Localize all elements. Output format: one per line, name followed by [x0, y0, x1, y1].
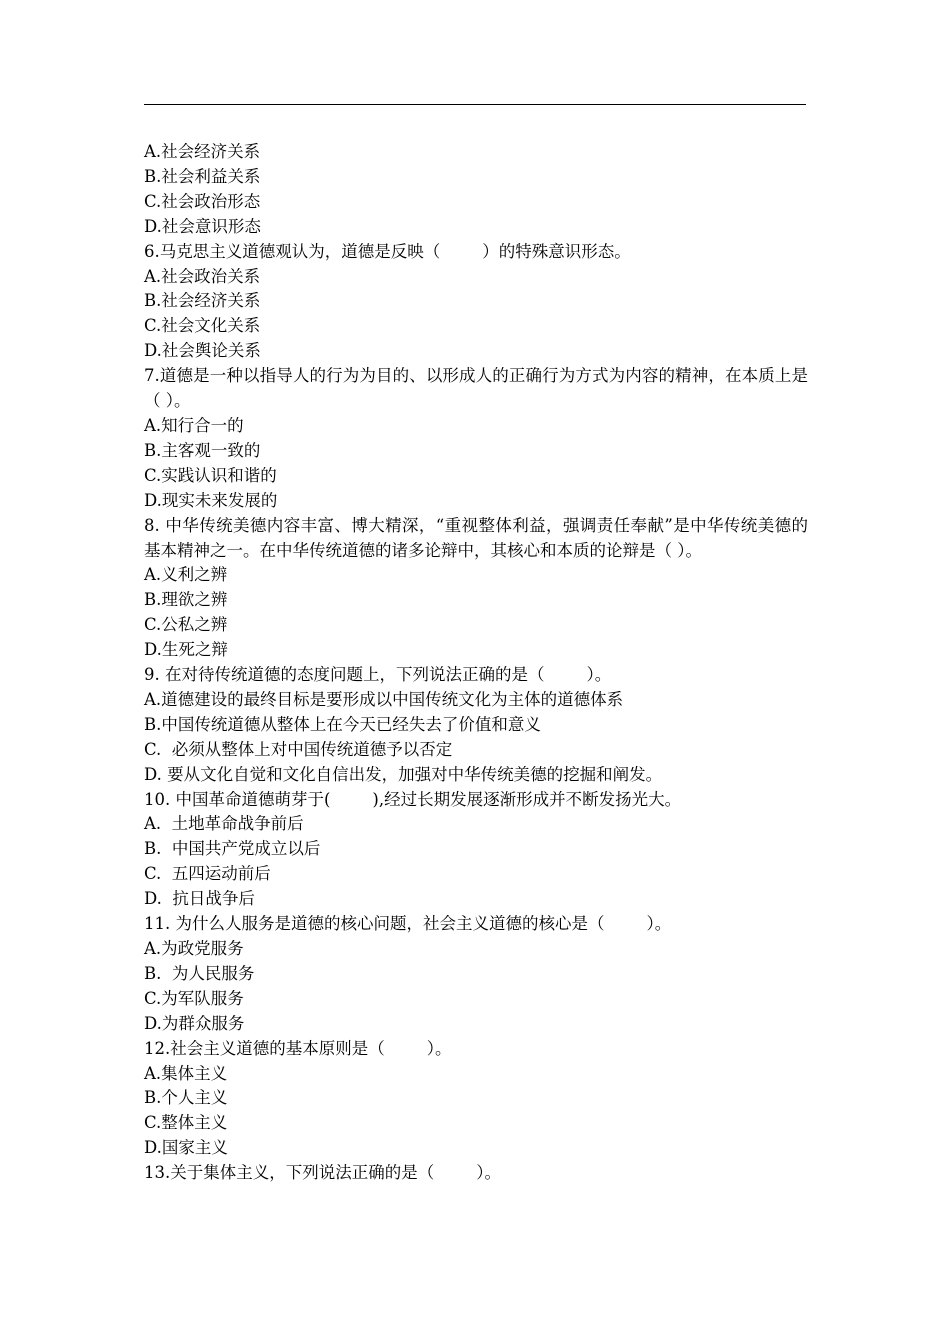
option-9a: A.道德建设的最终目标是要形成以中国传统文化为主体的道德体系 [144, 689, 624, 709]
question-7: 7.道德是一种以指导人的行为为目的、以形成人的正确行为方式为内容的精神，在本质上是（ ）。 [144, 366, 808, 411]
option-8d: D.生死之辩 [144, 640, 228, 660]
option-7d: D.现实未来发展的 [144, 490, 278, 510]
option-7a: A.知行合一的 [144, 415, 244, 435]
question-11: 11. 为什么人服务是道德的核心问题，社会主义道德的核心是（ ）。 [144, 914, 672, 934]
option-12c: C.整体主义 [144, 1113, 228, 1133]
option-5a: A.社会经济关系 [144, 142, 261, 161]
option-5b: B.社会利益关系 [144, 166, 261, 186]
option-5c: C.社会政治形态 [144, 191, 261, 211]
option-11d: D.为群众服务 [144, 1013, 245, 1033]
option-6b: B.社会经济关系 [144, 291, 261, 311]
option-11b: B. 为人民服务 [144, 963, 255, 983]
option-7b: B.主客观一致的 [144, 440, 261, 460]
option-9b: B.中国传统道德从整体上在今天已经失去了价值和意义 [144, 714, 541, 734]
option-10b: B. 中国共产党成立以后 [144, 839, 321, 859]
option-10c: C. 五四运动前后 [144, 864, 271, 884]
option-5d: D.社会意识形态 [144, 216, 261, 236]
option-10a: A. 土地革命战争前后 [144, 814, 304, 834]
option-9d: D. 要从文化自觉和文化自信出发，加强对中华传统美德的挖掘和阐发。 [144, 764, 663, 784]
option-7c: C.实践认识和谐的 [144, 465, 277, 485]
question-12: 12.社会主义道德的基本原则是（ ）。 [144, 1038, 452, 1058]
option-6a: A.社会政治关系 [144, 266, 261, 286]
option-8b: B.理欲之辨 [144, 590, 228, 610]
option-6c: C.社会文化关系 [144, 316, 261, 336]
option-12b: B.个人主义 [144, 1088, 228, 1108]
option-12a: A.集体主义 [144, 1063, 228, 1083]
question-13: 13.关于集体主义，下列说法正确的是（ ）。 [144, 1163, 501, 1183]
option-6d: D.社会舆论关系 [144, 341, 261, 361]
option-11a: A.为政党服务 [144, 939, 244, 958]
question-9: 9. 在对待传统道德的态度问题上，下列说法正确的是（ ）。 [144, 665, 612, 685]
question-list [144, 140, 808, 1186]
option-11c: C.为军队服务 [144, 988, 244, 1008]
question-8: 8. 中华传统美德内容丰富、博大精深，“重视整体利益，强调责任奉献”是中华传统美德的基本精神之一。在中华传统道德的诸多论辩中，其核心和本质的论辩是（ ）。 [144, 515, 808, 560]
header-rule [144, 104, 806, 105]
question-10: 10. 中国革命道德萌芽于( ),经过长期发展逐渐形成并不断发扬光大。 [144, 789, 682, 809]
option-10d: D. 抗日战争后 [144, 889, 255, 909]
question-6: 6.马克思主义道德观认为，道德是反映（ ）的特殊意识形态。 [144, 241, 631, 261]
option-9c: C. 必须从整体上对中国传统道德予以否定 [144, 739, 453, 759]
option-8a: A.义利之辨 [144, 565, 228, 585]
option-12d: D.国家主义 [144, 1138, 228, 1158]
option-8c: C.公私之辨 [144, 615, 228, 635]
